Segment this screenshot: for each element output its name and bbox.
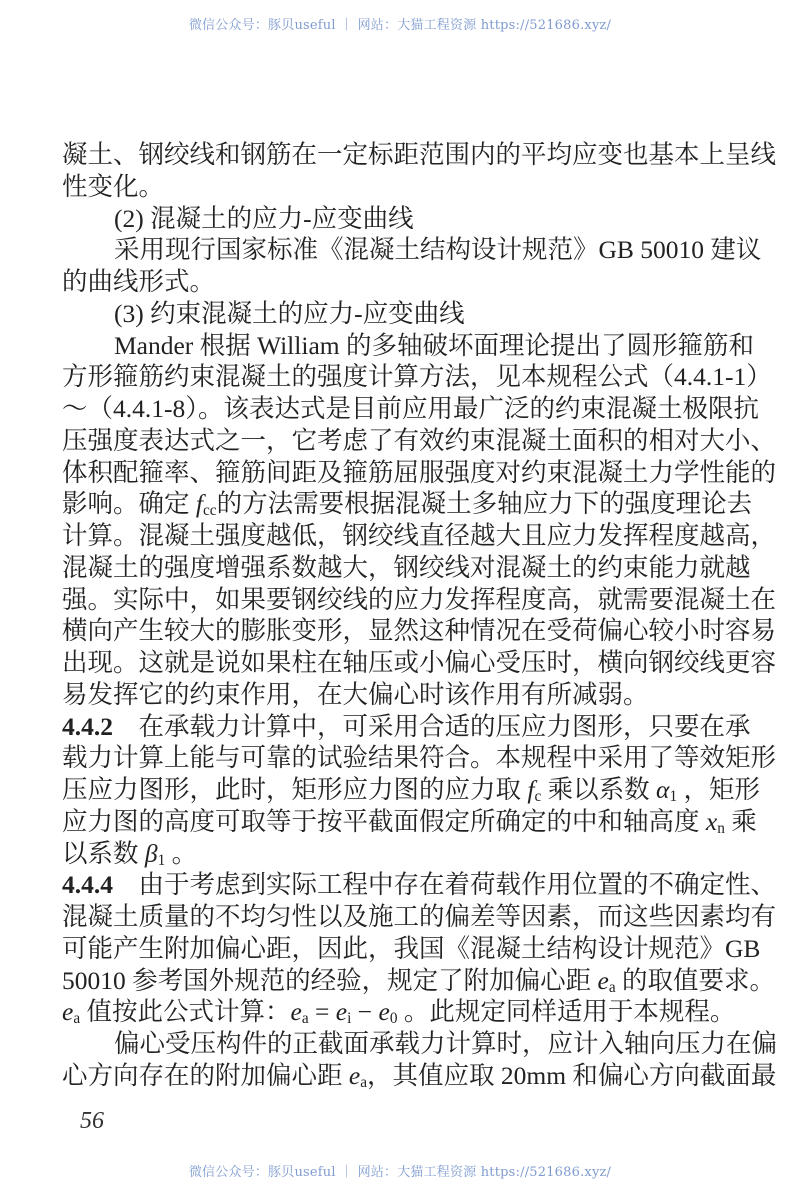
text-line — [62, 1060, 777, 1092]
text-line — [62, 965, 776, 997]
text-run: 方形箍筋约束混凝土的强度计算方法，见本规程公式（4.4.1-1） — [62, 362, 772, 392]
text-line — [62, 647, 777, 679]
page-number: 56 — [80, 1108, 104, 1134]
watermark-top: 微信公众号：豚贝useful ｜ 网站：大猫工程资源 https://521686.xyz/ — [188, 18, 612, 33]
text-run: 凝土、钢绞线和钢筋在一定标距范围内的平均应变也基本上呈线 — [62, 140, 777, 169]
math-variable: e — [62, 997, 74, 1027]
math-subscript: c — [534, 788, 542, 805]
math-variable: e — [348, 1060, 361, 1090]
text-run: 心方向存在的附加偏心距 — [62, 1060, 349, 1090]
text-line — [62, 266, 700, 298]
text-line — [62, 711, 751, 743]
math-variable: e — [290, 997, 302, 1027]
text-line — [62, 139, 777, 171]
text-run: 的取值要求。 — [615, 965, 776, 995]
body-text — [62, 139, 778, 1092]
text-line — [62, 584, 777, 616]
text-line — [62, 742, 777, 774]
text-line — [62, 488, 753, 520]
watermark-bottom: 微信公众号：豚贝useful ｜ 网站：大猫工程资源 https://521686.xyz/ — [188, 1165, 612, 1180]
math-subscript: i — [347, 1010, 352, 1028]
math-symbol — [349, 1061, 367, 1090]
text-run: 在承载力计算中，可采用合适的压应力图形，只要在承 — [113, 711, 751, 741]
text-run: − — [351, 997, 379, 1027]
text-line — [62, 679, 700, 711]
text-run: (2) 混凝土的应力-应变曲线 — [114, 203, 414, 233]
text-run: 横向产生较大的膨胀变形，显然这种情况在受荷偏心较小时容易 — [62, 616, 777, 646]
text-run: Mander 根据 William 的多轴破坏面理论提出了圆形箍筋和 — [114, 330, 754, 360]
text-run: 混凝土的强度增强系数越大，钢绞线对混凝土的约束能力就越 — [62, 552, 751, 582]
text-line — [62, 1028, 778, 1060]
math-subscript: a — [608, 978, 616, 996]
math-subscript: n — [717, 819, 725, 837]
math-subscript: cc — [202, 502, 217, 520]
math-symbol — [291, 997, 309, 1026]
text-run: 可能产生附加偏心距，因此，我国《混凝土结构设计规范》GB — [62, 933, 761, 963]
text-line — [62, 330, 754, 362]
text-line — [62, 996, 736, 1028]
section-number: 4.4.2 — [62, 711, 113, 741]
text-run: 的方法需要根据混凝土多轴应力下的强度理论去 — [216, 489, 753, 519]
text-line — [62, 425, 777, 457]
text-line — [62, 171, 700, 203]
text-line — [62, 806, 757, 838]
text-run: 压应力图形，此时，矩形应力图的应力取 — [62, 775, 528, 804]
text-line — [62, 520, 777, 552]
text-run: 载力计算上能与可靠的试验结果符合。本规程中采用了等效矩形 — [62, 743, 777, 773]
text-run: 出现。这就是说如果柱在轴压或小偏心受压时，横向钢绞线更容 — [62, 648, 777, 677]
text-run: 压强度表达式之一，它考虑了有效约束混凝土面积的相对大小、 — [62, 425, 777, 455]
text-line — [62, 393, 759, 425]
math-variable: e — [335, 997, 348, 1027]
math-subscript: a — [360, 1073, 368, 1091]
text-run: 。此规定同样适用于本规程。 — [397, 997, 736, 1027]
math-symbol — [379, 997, 398, 1026]
text-line — [62, 933, 761, 965]
text-run: 性变化。 — [62, 171, 165, 201]
text-run: 影响。确定 — [62, 489, 196, 519]
text-line — [62, 615, 777, 647]
math-subscript: 1 — [669, 788, 678, 805]
math-symbol — [706, 807, 725, 836]
math-variable: f — [195, 489, 203, 519]
text-run: 易发挥它的约束作用，在大偏心时该作用有所减弱。 — [62, 679, 649, 709]
text-run: 强。实际中，如果要钢绞线的应力发挥程度高，就需要混凝土在 — [62, 584, 777, 614]
text-line — [62, 361, 772, 393]
text-line — [62, 774, 760, 806]
text-run: 应力图的高度可取等于按平截面假定所确定的中和轴高度 — [62, 806, 706, 836]
text-run: 。 — [165, 838, 198, 868]
math-symbol — [62, 997, 80, 1026]
text-run: 计算。混凝土强度越低，钢绞线直径越大且应力发挥程度越高， — [62, 521, 777, 550]
text-run: ～（4.4.1-8）。该表达式是目前应用最广泛的约束混凝土极限抗 — [62, 394, 759, 423]
text-run: 体积配箍率、箍筋间距及箍筋屈服强度对约束混凝土力学性能的 — [62, 457, 777, 487]
section-number: 4.4.4 — [62, 870, 113, 900]
math-symbol — [527, 775, 541, 804]
text-run: 以系数 — [62, 838, 145, 868]
text-line — [62, 203, 700, 235]
text-run: 由于考虑到实际工程中存在着荷载作用位置的不确定性、 — [113, 870, 777, 900]
math-subscript: a — [301, 1010, 309, 1028]
math-symbol — [145, 839, 165, 868]
text-run: 值按此公式计算： — [80, 997, 291, 1027]
text-run: 采用现行国家标准《混凝土结构设计规范》GB 50010 建议 — [114, 235, 762, 265]
math-variable: f — [527, 775, 535, 804]
math-subscript: 1 — [157, 851, 166, 869]
math-variable: α — [656, 775, 670, 804]
math-symbol — [598, 966, 616, 995]
text-line — [62, 869, 777, 901]
text-line — [62, 457, 777, 489]
text-run: 的曲线形式。 — [62, 267, 216, 296]
text-run: ，其值应取 20mm 和偏心方向截面最 — [367, 1060, 777, 1090]
text-line — [62, 234, 762, 266]
text-line — [62, 838, 700, 870]
text-run: 乘以系数 — [541, 775, 657, 804]
text-line — [62, 901, 777, 933]
math-subscript: 0 — [389, 1010, 398, 1028]
math-variable: β — [144, 838, 158, 868]
text-run: (3) 约束混凝土的应力-应变曲线 — [114, 298, 465, 328]
text-run: 偏心受压构件的正截面承载力计算时，应计入轴向压力在偏 — [114, 1029, 778, 1058]
text-line — [62, 552, 751, 584]
math-variable: e — [597, 965, 609, 995]
text-run: = — [308, 997, 336, 1027]
text-line — [62, 298, 700, 330]
text-run: 50010 参考国外规范的经验，规定了附加偏心距 — [62, 965, 598, 995]
math-symbol — [656, 775, 677, 804]
math-variable: e — [378, 997, 390, 1027]
math-symbol — [196, 489, 217, 518]
math-subscript: a — [73, 1010, 81, 1028]
text-run: 乘 — [724, 806, 757, 836]
math-symbol — [336, 997, 352, 1026]
text-run: 混凝土质量的不均匀性以及施工的偏差等因素，而这些因素均有 — [62, 902, 777, 931]
math-variable: x — [705, 806, 718, 836]
text-run: ，矩形 — [677, 775, 760, 804]
